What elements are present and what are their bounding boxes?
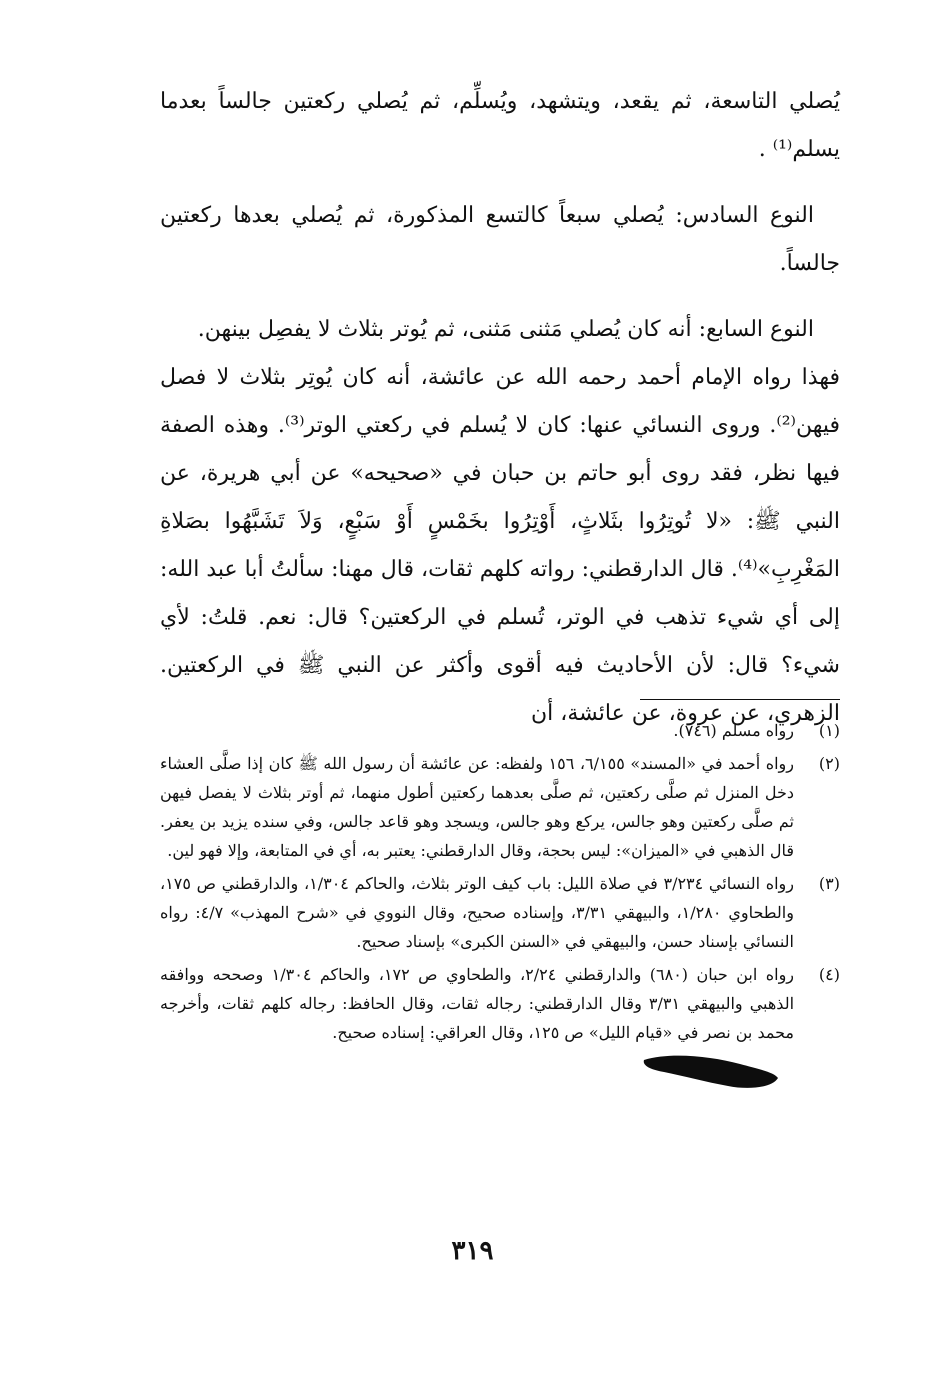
footnote-1 (160, 716, 840, 745)
footnote-text: رواه مسلم (٧٤٦). (673, 721, 794, 740)
footnote-number: (٢) (818, 754, 840, 773)
paragraph-4: فهذا رواه الإمام أحمد رحمه الله عن عائشة، أنه كان يُوتِر بثلاث لا فصل فيهن⁽²⁾. وروى النسائي عنها: كان لا يُسلم في ركعتي الوتر⁽³⁾. وهذه الصفة فيها نظر، فقد روى أبو حاتم بن حبان في «صحيحه» عن أبي هريرة، عن النبي ﷺ: «لا تُوتِرُوا بثَلاثٍ، أَوْتِرُوا بخَمْسٍ أَوْ سَبْعٍ، وَلاَ تَشَبَّهُوا بصَلاةِ المَغْرِبِ»⁽⁴⁾. قال الدارقطني: رواته كلهم ثقات، قال مهنا: سألتُ أبا عبد الله: إلى أي شيء تذهب في الوتر، تُسلم في الركعتين؟ قال: نعم. قلتُ: لأي شيء؟ قال: لأن الأحاديث فيه أقوى وأكثر عن النبي ﷺ في الركعتين. الزهري، عن عروة، عن عائشة، أن (160, 365, 840, 726)
main-text-body (160, 78, 840, 738)
footnote-divider (640, 699, 840, 700)
paragraph-1: يُصلي التاسعة، ثم يقعد، ويتشهد، ويُسلِّم، ثم يُصلي ركعتين جالساً بعدما يسلم⁽¹⁾ . (160, 89, 840, 162)
page-number: ٣١٩ (451, 1236, 494, 1266)
footnote-text: رواه النسائي ٣/٢٣٤ في صلاة الليل: باب كيف الوتر بثلاث، والحاكم ١/٣٠٤، والدارقطني ص ١٧٥، والطحاوي ١/٢٨٠، والبيهقي ٣/٣١، وإسناده صحيح، وقال النووي في «شرح المهذب» ٤/٧: رواه النسائي بإسناد حسن، والبيهقي في «السنن الكبرى» بإسناد صحيح. (160, 874, 794, 951)
footnotes-section (160, 716, 840, 1051)
footnote-number: (١) (818, 721, 840, 740)
paragraph-2: النوع السادس: يُصلي سبعاً كالتسع المذكورة، ثم يُصلي بعدها ركعتين جالساً. (160, 203, 840, 276)
footnote-3 (160, 869, 840, 956)
footnote-4 (160, 960, 840, 1047)
ink-smudge (640, 1050, 780, 1094)
footnote-number: (٣) (818, 874, 840, 893)
footnote-text: رواه أحمد في «المسند» ٦/١٥٥، ١٥٦ ولفظه: عن عائشة أن رسول الله ﷺ كان إذا صلَّى العشاء دخل المنزل ثم صلَّى ركعتين، ثم صلَّى بعدهما ركعتين أطول منهما، ثم أوتر بثلاث لا يفصل فيهن ثم صلَّى ركعتين وهو جالس، يركع وهو جالس، ويسجد وهو قاعد جالس، وفي سنده يزيد بن يعفر. قال الذهبي في «الميزان»: ليس بحجة، وقال الدارقطني: يعتبر به، أي في المتابعة، وإلا فهو لين. (160, 754, 794, 860)
footnote-text: رواه ابن حبان (٦٨٠) والدارقطني ٢/٢٤، والطحاوي ص ١٧٢، والحاكم ١/٣٠٤ وصححه ووافقه الذهبي والبيهقي ٣/٣١ وقال الدارقطني: رجاله ثقات، وقال الحافظ: رجاله كلهم ثقات، وأخرجه محمد بن نصر في «قيام الليل» ص ١٢٥، وقال العراقي: إسناده صحيح. (160, 965, 795, 1042)
paragraph-3: النوع السابع: أنه كان يُصلي مَثنى مَثنى، ثم يُوتر بثلاث لا يفصِل بينهن. (197, 317, 814, 342)
footnote-number: (٤) (818, 965, 840, 984)
footnote-2 (160, 749, 840, 865)
